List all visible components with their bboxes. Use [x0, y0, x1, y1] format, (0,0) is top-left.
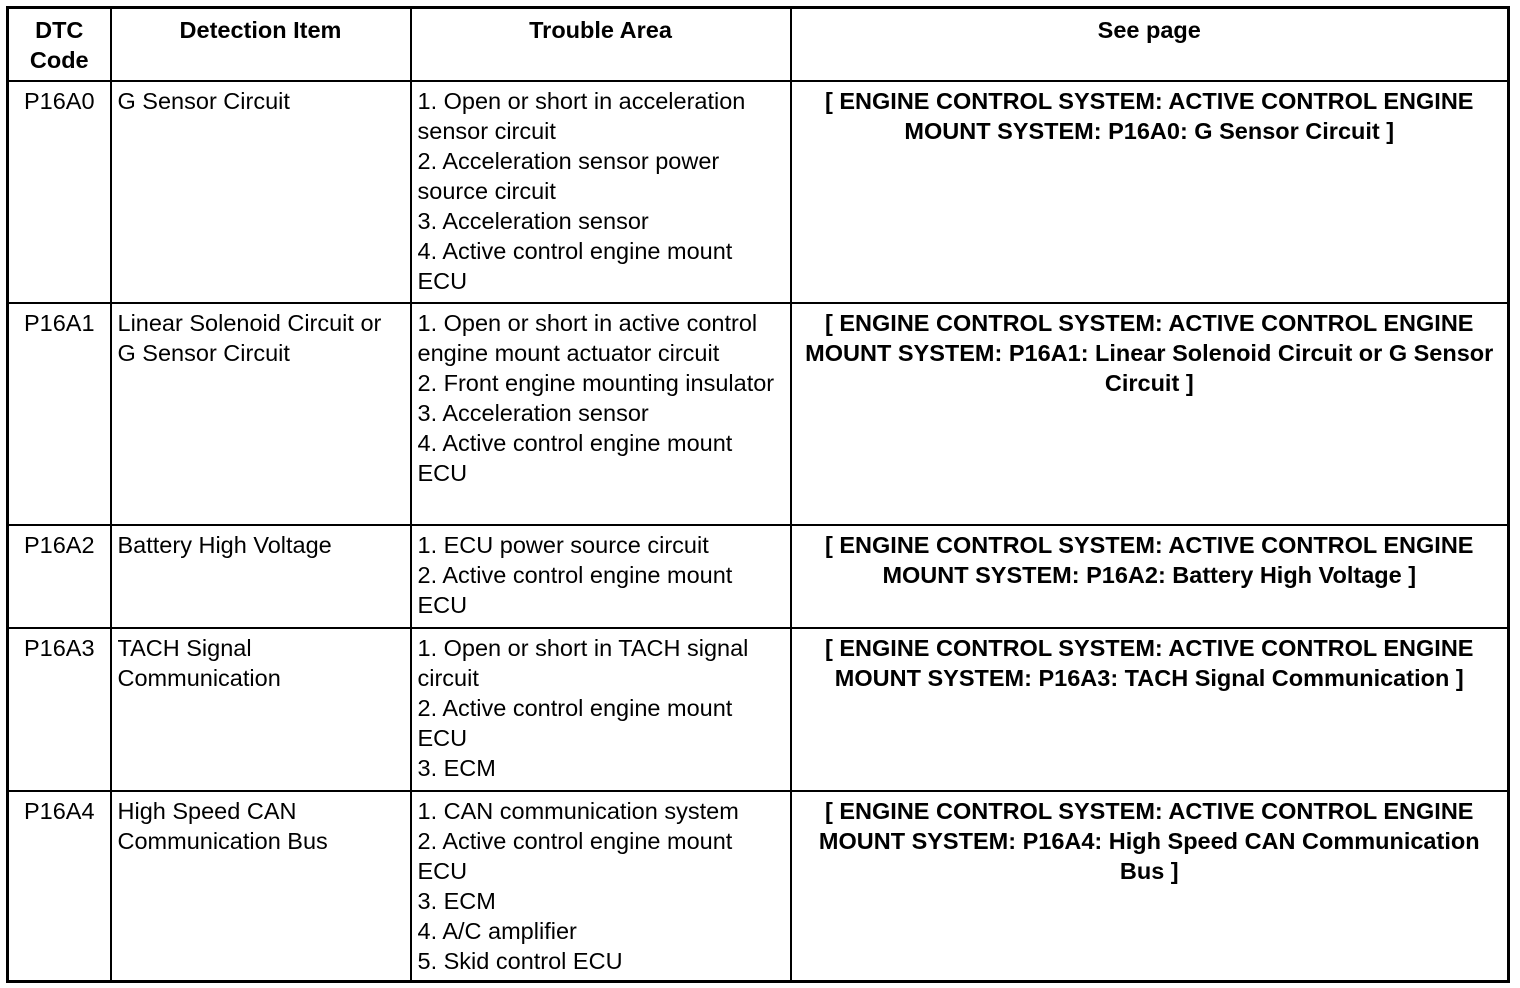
table-row: [8, 628, 1509, 791]
see-page-link[interactable]: [ ENGINE CONTROL SYSTEM: ACTIVE CONTROL ENGINE MOUNT SYSTEM: P16A0: G Sensor Circuit ]: [791, 81, 1509, 303]
trouble-area-line: 2. Acceleration sensor power source circuit: [417, 147, 720, 204]
see-page-link[interactable]: [ ENGINE CONTROL SYSTEM: ACTIVE CONTROL ENGINE MOUNT SYSTEM: P16A3: TACH Signal Communication ]: [791, 628, 1509, 791]
trouble-area-line: 1. Open or short in TACH signal circuit: [417, 634, 749, 691]
dtc-code-cell: P16A0: [8, 81, 111, 303]
trouble-area-line: 1. Open or short in acceleration sensor circuit: [417, 87, 746, 144]
detection-item-cell: TACH Signal Communication: [111, 628, 411, 791]
trouble-area-line: 3. ECM: [417, 887, 496, 914]
header-see-page: See page: [791, 8, 1509, 81]
see-page-link[interactable]: [ ENGINE CONTROL SYSTEM: ACTIVE CONTROL ENGINE MOUNT SYSTEM: P16A1: Linear Solenoid Circuit or G Sensor Circuit ]: [791, 303, 1509, 525]
detection-item-cell: Linear Solenoid Circuit or G Sensor Circuit: [111, 303, 411, 525]
trouble-area-cell: [411, 791, 791, 982]
dtc-code-cell: P16A1: [8, 303, 111, 525]
table-row: [8, 303, 1509, 525]
see-page-link[interactable]: [ ENGINE CONTROL SYSTEM: ACTIVE CONTROL ENGINE MOUNT SYSTEM: P16A4: High Speed CAN Communication Bus ]: [791, 791, 1509, 982]
table-row: [8, 525, 1509, 628]
trouble-area-line: 4. Active control engine mount ECU: [417, 237, 733, 294]
trouble-area-line: 1. ECU power source circuit: [417, 531, 709, 558]
trouble-area-line: 1. CAN communication system: [417, 797, 739, 824]
trouble-area-line: 2. Active control engine mount ECU: [417, 561, 733, 618]
header-dtc-code: DTC Code: [8, 8, 111, 81]
trouble-area-cell: [411, 303, 791, 525]
see-page-link[interactable]: [ ENGINE CONTROL SYSTEM: ACTIVE CONTROL ENGINE MOUNT SYSTEM: P16A2: Battery High Voltage ]: [791, 525, 1509, 628]
dtc-code-cell: P16A2: [8, 525, 111, 628]
trouble-area-line: 3. Acceleration sensor: [417, 399, 649, 426]
trouble-area-line: 3. Acceleration sensor: [417, 207, 649, 234]
table-header-row: [8, 8, 1509, 81]
table-row: [8, 791, 1509, 982]
dtc-table: [6, 6, 1510, 983]
trouble-area-line: 3. ECM: [417, 754, 496, 781]
trouble-area-cell: [411, 525, 791, 628]
detection-item-cell: Battery High Voltage: [111, 525, 411, 628]
trouble-area-cell: [411, 81, 791, 303]
header-trouble-area: Trouble Area: [411, 8, 791, 81]
trouble-area-line: 2. Active control engine mount ECU: [417, 694, 733, 751]
trouble-area-line: 4. Active control engine mount ECU: [417, 429, 733, 486]
table-row: [8, 81, 1509, 303]
dtc-code-cell: P16A4: [8, 791, 111, 982]
detection-item-cell: G Sensor Circuit: [111, 81, 411, 303]
trouble-area-line: 5. Skid control ECU: [417, 947, 623, 974]
detection-item-cell: High Speed CAN Communication Bus: [111, 791, 411, 982]
trouble-area-line: 2. Front engine mounting insulator: [417, 369, 775, 396]
trouble-area-line: 1. Open or short in active control engine mount actuator circuit: [417, 309, 758, 366]
header-detection-item: Detection Item: [111, 8, 411, 81]
trouble-area-cell: [411, 628, 791, 791]
dtc-code-cell: P16A3: [8, 628, 111, 791]
trouble-area-line: 2. Active control engine mount ECU: [417, 827, 733, 884]
trouble-area-line: 4. A/C amplifier: [417, 917, 577, 944]
